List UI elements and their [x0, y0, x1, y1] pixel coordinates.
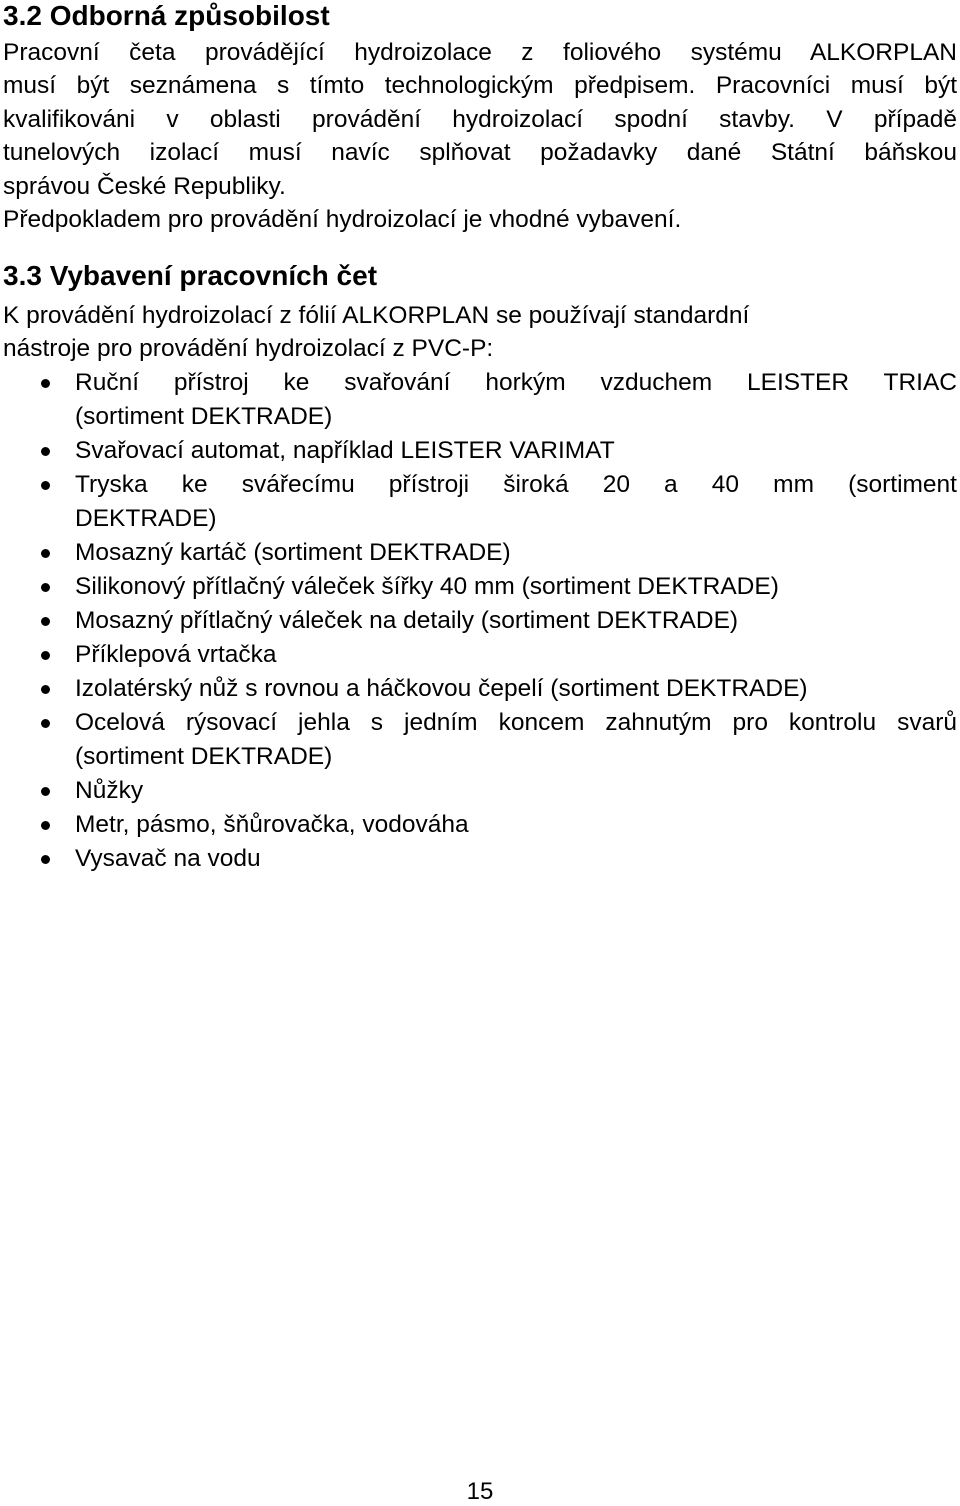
paragraph-line: tunelových izolací musí navíc splňovat požadavky dané Státní báňskou	[3, 139, 957, 167]
bullet-icon	[41, 617, 50, 626]
paragraph-line: musí být seznámena s tímto technologickým předpisem. Pracovníci musí být	[3, 72, 957, 100]
list-item-line: Izolatérský nůž s rovnou a háčkovou čepelí (sortiment DEKTRADE)	[75, 675, 808, 702]
list-item-line: (sortiment DEKTRADE)	[75, 743, 333, 770]
paragraph-line: Pracovní četa provádějící hydroizolace z foliového systému ALKORPLAN	[3, 39, 957, 66]
bullet-icon	[41, 719, 50, 728]
bullet-icon	[41, 685, 50, 694]
list-item-line: DEKTRADE)	[75, 505, 217, 532]
list-item-line: Mosazný kartáč (sortiment DEKTRADE)	[75, 539, 511, 566]
list-item	[0, 536, 957, 570]
list-item-text	[75, 604, 957, 638]
list-item-text	[75, 672, 957, 706]
list-item-text	[75, 468, 957, 536]
list-item-text	[75, 638, 957, 672]
list-item-line: Ruční přístroj ke svařování horkým vzduchem LEISTER TRIAC	[75, 369, 957, 396]
tool-list	[0, 366, 957, 876]
bullet-icon	[41, 481, 50, 490]
list-item	[0, 366, 957, 434]
list-item-line: Příklepová vrtačka	[75, 641, 277, 668]
list-item-text	[75, 774, 957, 808]
list-item	[0, 842, 957, 876]
list-item	[0, 706, 957, 774]
list-item	[0, 468, 957, 536]
list-item	[0, 434, 957, 468]
list-item-text	[75, 706, 957, 774]
list-item	[0, 774, 957, 808]
list-item-text	[75, 434, 957, 468]
list-item-line: Mosazný přítlačný váleček na detaily (sortiment DEKTRADE)	[75, 607, 739, 634]
paragraph-odborna-zpusobilost	[3, 36, 957, 236]
list-item-line: Silikonový přítlačný váleček šířky 40 mm (sortiment DEKTRADE)	[75, 573, 779, 600]
list-item	[0, 808, 957, 842]
section-heading-vybaveni-pracovnich-cet: 3.3 Vybavení pracovních čet	[3, 260, 378, 291]
bullet-icon	[41, 821, 50, 830]
list-item-text	[75, 570, 957, 604]
bullet-icon	[41, 447, 50, 456]
list-item-line: Nůžky	[75, 777, 144, 804]
paragraph-vybaveni-intro	[3, 299, 957, 366]
list-item	[0, 570, 957, 604]
paragraph-line: kvalifikováni v oblasti provádění hydroizolací spodní stavby. V případě	[3, 105, 957, 133]
list-item-text	[75, 536, 957, 570]
list-item-line: Svařovací automat, například LEISTER VARIMAT	[75, 437, 615, 464]
page-number: 15	[466, 1478, 494, 1505]
bullet-icon	[41, 583, 50, 592]
list-item	[0, 604, 957, 638]
list-item-line: Metr, pásmo, šňůrovačka, vodováha	[75, 811, 469, 838]
paragraph-line: správou České Republiky.	[3, 172, 286, 200]
list-item-line: Tryska ke svářecímu přístroji široká 20 a 40 mm (sortiment	[75, 471, 957, 498]
list-item	[0, 638, 957, 672]
bullet-icon	[41, 549, 50, 558]
list-item-line: Vysavač na vodu	[75, 845, 261, 872]
list-item-line: Ocelová rýsovací jehla s jedním koncem zahnutým pro kontrolu svarů	[75, 709, 957, 736]
list-item-line: (sortiment DEKTRADE)	[75, 403, 333, 430]
list-item-text	[75, 808, 957, 842]
list-item-text	[75, 842, 957, 876]
bullet-icon	[41, 787, 50, 796]
paragraph-line: nástroje pro provádění hydroizolací z PVC-P:	[3, 335, 494, 363]
bullet-icon	[41, 855, 50, 864]
paragraph-line: Předpokladem pro provádění hydroizolací je vhodné vybavení.	[3, 206, 682, 234]
list-item	[0, 672, 957, 706]
bullet-icon	[41, 651, 50, 660]
section-heading-odborna-zpusobilost: 3.2 Odborná způsobilost	[3, 0, 330, 31]
paragraph-line: K provádění hydroizolací z fólií ALKORPLAN se používají standardní	[3, 302, 750, 329]
bullet-icon	[41, 379, 50, 388]
list-item-text	[75, 366, 957, 434]
